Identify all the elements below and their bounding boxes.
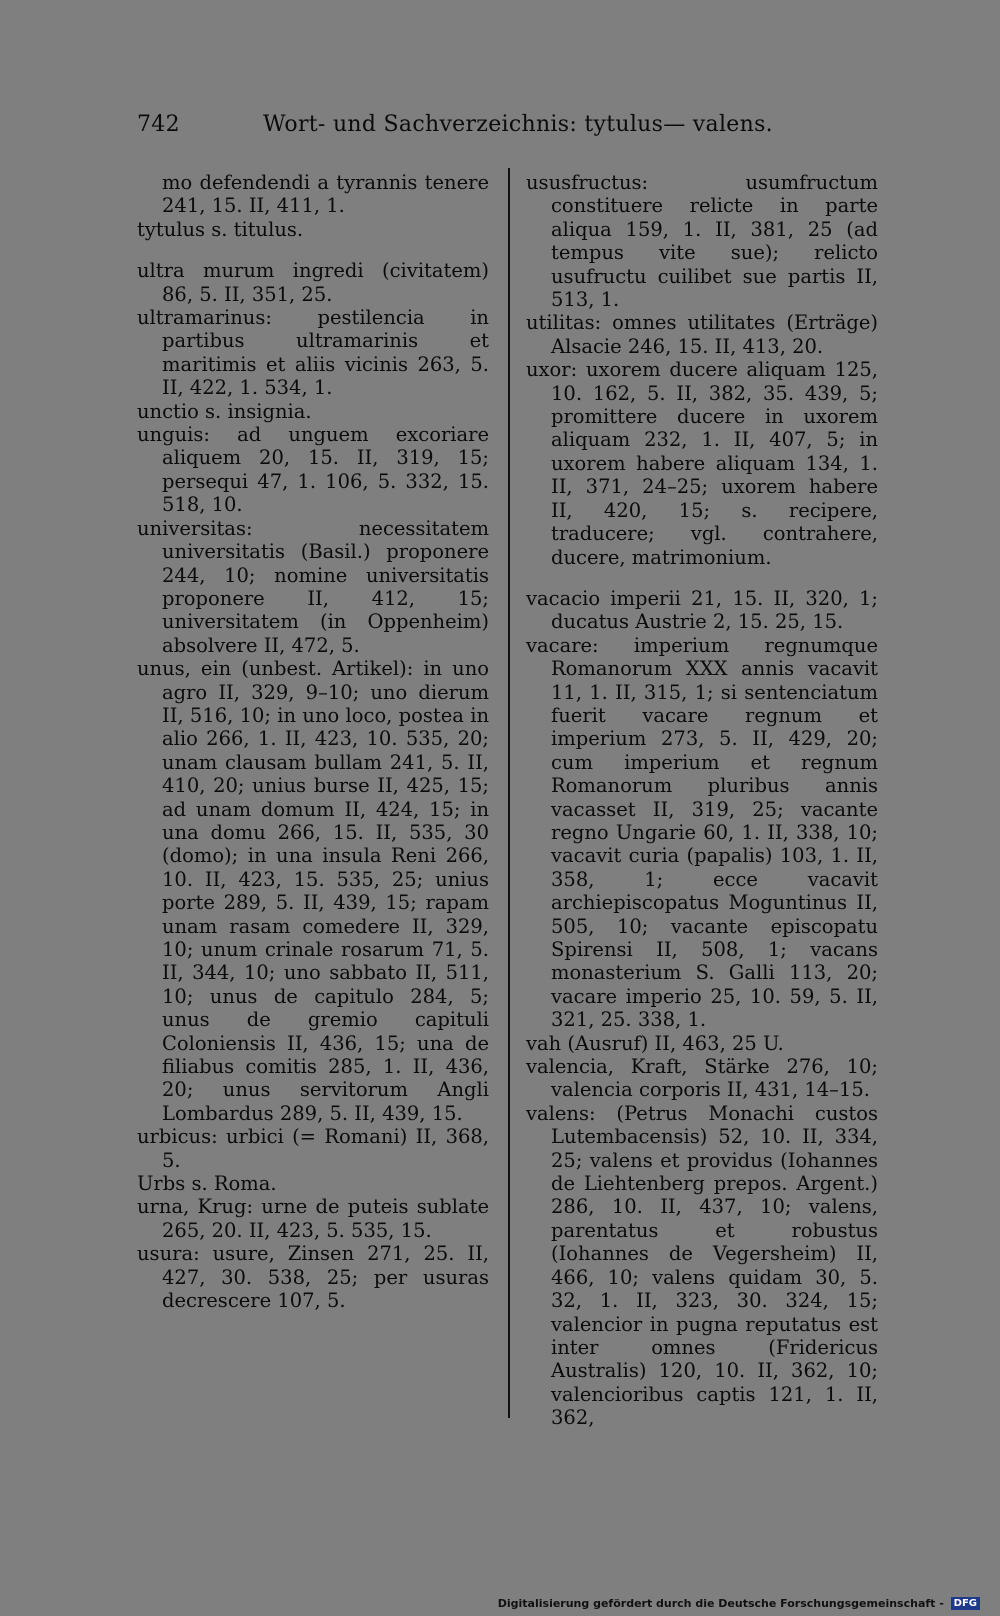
index-entry: unus, ein (unbest. Artikel): in uno agro II, 329, 9–10; uno dierum II, 516, 10; in uno loco, postea in alio 266, 1. II, 423, 10. 535, 20; unam clausam bullam 241, 5. II, 410, 20; unius burse II, 425, 15; ad unam domum II, 424, 15; in una domu 266, 15. II, 535, 30 (domo); in una insula Reni 266, 10. II, 423, 15. 535, 25; unius porte 289, 5. II, 439, 15; rapam unam rasam comedere II, 329, 10; unum crinale rosarum 71, 5. II, 344, 10; uno sabbato II, 511, 10; unus de capitulo 284, 5; unus de gremio capituli Coloniensis II, 436, 15; una de filiabus comitis 285, 1. II, 436, 20; unus servitorum Angli Lombardus 289, 5. II, 439, 15. bbox=[137, 657, 489, 1125]
dfg-logo: DFG bbox=[951, 1597, 980, 1610]
index-entry: vacare: imperium regnumque Romanorum XXX annis vacavit 11, 1. II, 315, 1; si sentenciatum fuerit vacare regnum et imperium 273, 5. II, 429, 20; cum imperium et regnum Romanorum pluribus annis vacasset II, 319, 25; vacante regno Ungarie 60, 1. II, 338, 10; vacavit curia (papalis) 103, 1. II, 358, 1; ecce vacavit archiepiscopatus Moguntinus II, 505, 10; vacante episcopatu Spirensi II, 508, 1; vacans monasterium S. Galli 113, 20; vacare imperio 25, 10. 59, 5. II, 321, 25. 338, 1. bbox=[526, 633, 878, 1032]
page-number: 742 bbox=[137, 112, 180, 137]
index-entry: valencia, Kraft, Stärke 276, 10; valencia corporis II, 431, 14–15. bbox=[526, 1055, 878, 1102]
index-entry: unctio s. insignia. bbox=[137, 399, 312, 423]
index-entry: utilitas: omnes utilitates (Erträge) Alsacie 246, 15. II, 413, 20. bbox=[526, 311, 878, 358]
index-entry: ultramarinus: pestilencia in partibus ultramarinis et maritimis et aliis vicinis 263, 5. II, 422, 1. 534, 1. bbox=[137, 306, 489, 400]
index-entry: universitas: necessitatem universitatis (Basil.) proponere 244, 10; nomine universitatis proponere II, 412, 15; universitatem (in Oppenheim) absolvere II, 472, 5. bbox=[137, 516, 489, 657]
left-column bbox=[137, 171, 489, 1313]
running-title: Wort- und Sachverzeichnis: tytulus— valens. bbox=[263, 112, 773, 137]
index-entry: valens: (Petrus Monachi custos Lutembacensis) 52, 10. II, 334, 25; valens et providus (Iohannes de Liehtenberg prepos. Argent.) 286, 10. II, 437, 10; valens, parentatus et robustus (Iohannes de Vegersheim) II, 466, 10; valens quidam 30, 5. 32, 1. II, 323, 30. 324, 15; valencior in pugna reputatus est inter omnes (Fridericus Australis) 120, 10. II, 362, 10; valencioribus captis 121, 1. II, 362, bbox=[526, 1101, 878, 1430]
index-entry: tytulus s. titulus. bbox=[137, 217, 304, 241]
index-entry: ususfructus: usumfructum constituere relicte in parte aliqua 159, 1. II, 381, 25 (ad tempus vite sue); relicto usufructu cuilibet sue partis II, 513, 1. bbox=[526, 171, 878, 312]
index-entry: vacacio imperii 21, 15. II, 320, 1; ducatus Austrie 2, 15. 25, 15. bbox=[526, 586, 878, 634]
right-column bbox=[526, 171, 878, 1430]
index-entry: usura: usure, Zinsen 271, 25. II, 427, 30. 538, 25; per usuras decrescere 107, 5. bbox=[137, 1242, 489, 1313]
index-entry: vah (Ausruf) II, 463, 25 U. bbox=[526, 1031, 784, 1055]
index-entry: urbicus: urbici (= Romani) II, 368, 5. bbox=[137, 1125, 489, 1172]
index-entry: ultra murum ingredi (civitatem) 86, 5. II, 351, 25. bbox=[137, 259, 489, 306]
index-entry: mo defendendi a tyrannis tenere 241, 15. II, 411, 1. bbox=[162, 171, 489, 218]
index-entry: uxor: uxorem ducere aliquam 125, 10. 162, 5. II, 382, 35. 439, 5; promittere ducere in uxorem aliquam 232, 1. II, 407, 5; in uxorem habere aliquam 134, 1. II, 371, 24–25; uxorem habere II, 420, 15; s. recipere, traducere; vgl. contrahere, ducere, matrimonium. bbox=[526, 358, 878, 569]
index-entry: unguis: ad unguem excoriare aliquem 20, 15. II, 319, 15; persequi 47, 1. 106, 5. 332, 15. 518, 10. bbox=[137, 423, 489, 517]
column-divider bbox=[508, 168, 510, 1418]
index-entry: Urbs s. Roma. bbox=[137, 1172, 277, 1196]
digitization-footer bbox=[498, 1597, 980, 1611]
index-entry: urna, Krug: urne de puteis sublate 265, 20. II, 423, 5. 535, 15. bbox=[137, 1195, 489, 1242]
footer-text: Digitalisierung gefördert durch die Deutsche Forschungsgemeinschaft - bbox=[497, 1596, 944, 1610]
